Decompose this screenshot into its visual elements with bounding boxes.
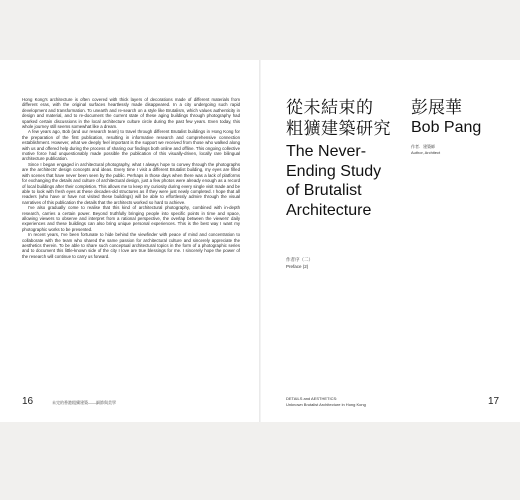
preface-label-english: Preface (2) bbox=[286, 264, 309, 269]
paragraph-3: Since I began engaged in architectural photography, what I always hope to convey through the photographs are the architects' design concepts and ideas. Every time I visit a different Brutalist building, my eyes are filled with scenes that have never been seen by the public. Perhaps in those days when there was a lack of platforms for exchanging the details and culture of architectural design, just a few photos were already enough as a record of local buildings after their completion. This allows me to keep my curiosity during every single visit made and be able to look with fresh eyes at these decades-old structures as if they were just newly completed. I hope that all readers (who have or have not visited these buildings) will be able to effortlessly admire through the visual narratives of this publication the details that the architects worked so hard to achieve. bbox=[22, 161, 240, 205]
author-name-chinese: 彭展華 bbox=[411, 98, 462, 117]
title-chinese-line-2: 粗獷建築研究 bbox=[286, 119, 391, 138]
title-english: The Never-Ending Study of Brutalist Architecture bbox=[286, 143, 382, 219]
page-number-right: 17 bbox=[488, 396, 500, 407]
author-role-english: Author, Architect bbox=[411, 150, 441, 155]
author-name-english: Bob Pang bbox=[411, 119, 482, 136]
paragraph-1: Hong Kong's architecture is often covered with thick layers of decorations made of different materials from different eras, with the original surfaces heartlessly made disappeared. In a city undergoing such rapid development and transformation. To unearth and re-search on a style like Brutalism, which values authenticity in design and material, and to re-document the current state of these aging buildings through photography had sparked certain discussions in the local architecture culture circle during the past few years. Even today, this whole journey still seems somewhat like a dream. bbox=[22, 97, 240, 130]
paragraph-4: I've also gradually come to realise that this kind of architectural photography, combined with in-depth research, carries a certain power. Beyond truthfully bringing people into specific points in time and space, allowing viewers to observe and interpret from a rational perspective, the overlap between the viewers' daily experiences and these buildings can also bring unique personal experiences. This is the best way I want my photographic works to be presented. bbox=[22, 205, 240, 232]
paragraph-2: A few years ago, Bob (and our research team) to travel through different Brutalist buildings in Hong Kong for the preparation of the first publication, resulting in informative research and comprehensive connection establishment. However, what we deeply feel important is the support we received from those who walked along with us and offered help during the process of sharing our findings both online and offline. This ongoing collective motive force had unquestionably made possible the publication of this visually-driven, locally rare bilingual architecture publication. bbox=[22, 129, 240, 162]
author-role-chinese: 作者．建築師 bbox=[411, 144, 435, 149]
running-head-right-line-1: DETAILS and AESTHETICS: bbox=[286, 396, 338, 401]
paragraph-5: In recent years, I've been fortunate to hide behind the viewfinder with peace of mind and concentration to collaborate with the team who shared the same passion for architectural culture and sincerely appreciate the aesthetics therein. To be able to share such conceptual architectural topics in the form of a photographic series and to document this little-known side of the city I love are true blessings for me. I sincerely hope the power of the research will continue to carry us forward. bbox=[22, 232, 240, 259]
book-spread bbox=[0, 60, 520, 422]
gutter bbox=[259, 60, 261, 422]
title-chinese bbox=[286, 97, 391, 139]
title-chinese-line-1: 從未結束的 bbox=[286, 98, 374, 117]
preface-label-chinese: 作者序（二） bbox=[286, 257, 313, 262]
page-number-left: 16 bbox=[22, 396, 34, 407]
running-head-left: 未完的香港粗獷建築——細節與美學 bbox=[52, 400, 116, 405]
body-text bbox=[22, 97, 240, 259]
running-head-right-line-2: Unknown Brutalist Architecture in Hong Kong bbox=[286, 402, 366, 407]
